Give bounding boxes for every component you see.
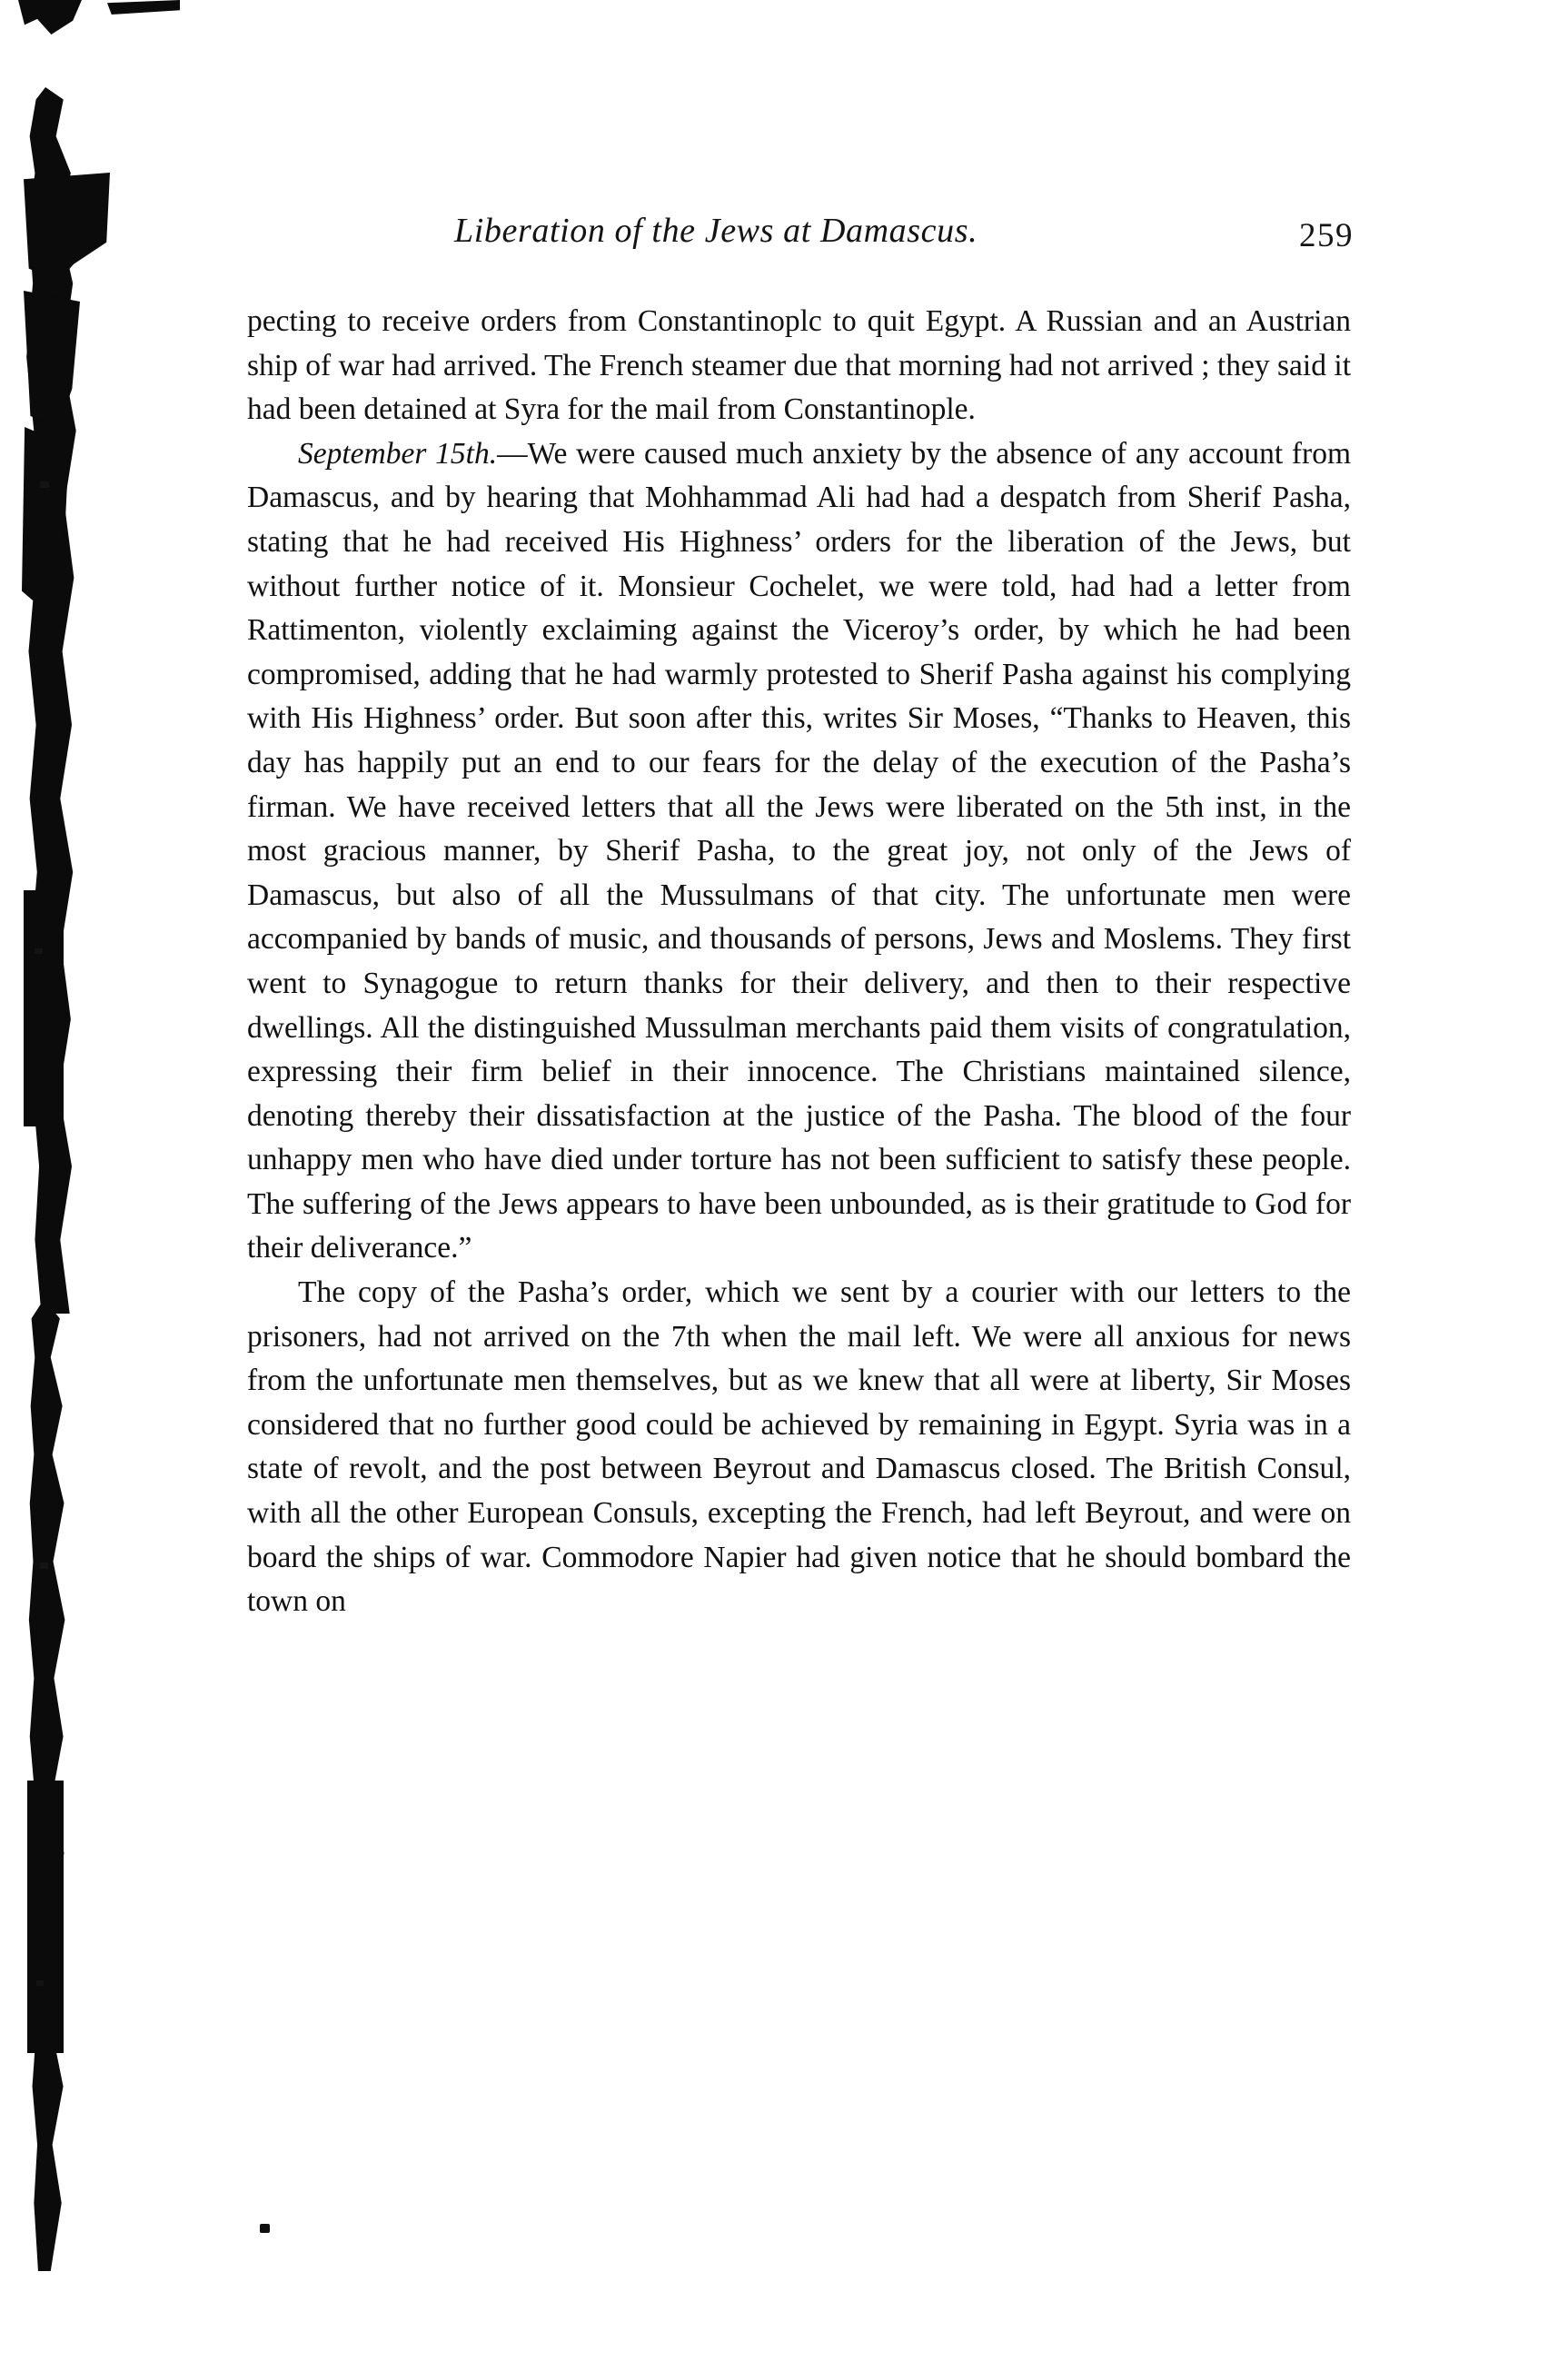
running-head (236, 211, 1354, 258)
ink-speck (260, 2224, 270, 2233)
paragraph-september-15-text: —We were caused much anxiety by the absence of any account from Damascus, and by hearing that Mohhammad Ali had had a despatch from Sherif Pasha, stating that he had received His Highness’ orders for the liberation of the Jews, but without further notice of it. Monsieur Cochelet, we were told, had had a letter from Rattimenton, violently exclaiming against the Viceroy’s order, by which he had been compromised, adding that he had warmly protested to Sherif Pasha against his complying with His Highness’ order. But soon after this, writes Sir Moses, “Thanks to Heaven, this day has happily put an end to our fears for the delay of the execution of the Pasha’s firman. We have received letters that all the Jews were liberated on the 5th inst, in the most gracious manner, by Sherif Pasha, to the great joy, not only of the Jews of Damascus, but also of all the Mussulmans of that city. The unfortunate men were accompanied by bands of music, and thousands of persons, Jews and Moslems. They first went to Synagogue to return thanks for their delivery, and then to their respective dwellings. All the distinguished Mussulman merchants paid them visits of congratulation, expressing their firm belief in their innocence. The Christians maintained silence, denoting thereby their dissatisfaction at the justice of the Pasha. The blood of the four unhappy men who have died under torture has not been sufficient to satisfy these people. The suffering of the Jews appears to have been unbounded, as is their gratitude to God for their deliverance.” (247, 436, 1352, 1265)
paragraph-pasha-order: The copy of the Pasha’s order, which we sent by a courier with our letters to the prisoners, had not arrived on the 7th when the mail left. We were all anxious for news from the unfortunate men themselves, but as we knew that all were at liberty, Sir Moses considered that no further good could be achieved by remaining in Egypt. Syria was in a state of revolt, and the post between Beyrout and Damascus closed. The British Consul, with all the other European Consuls, excepting the French, had left Beyrout, and were on board the ships of war. Commodore Napier had given notice that he should bombard the town on (247, 1275, 1351, 1619)
dateline-september-15: September 15th. (298, 436, 498, 471)
running-title: Liberation of the Jews at Damascus. (454, 212, 978, 250)
body-text (247, 300, 1351, 1624)
paragraph-continuation: pecting to receive orders from Constantinoplc to quit Egypt. A Russian and an Austrian ship of war had arrived. The French steamer due that morning had not arrived ; they said it had been detained at Syra for the mail from Constantinople. (247, 304, 1351, 427)
paragraph-september-15 (247, 432, 1351, 1271)
page-number: 259 (1299, 217, 1354, 254)
